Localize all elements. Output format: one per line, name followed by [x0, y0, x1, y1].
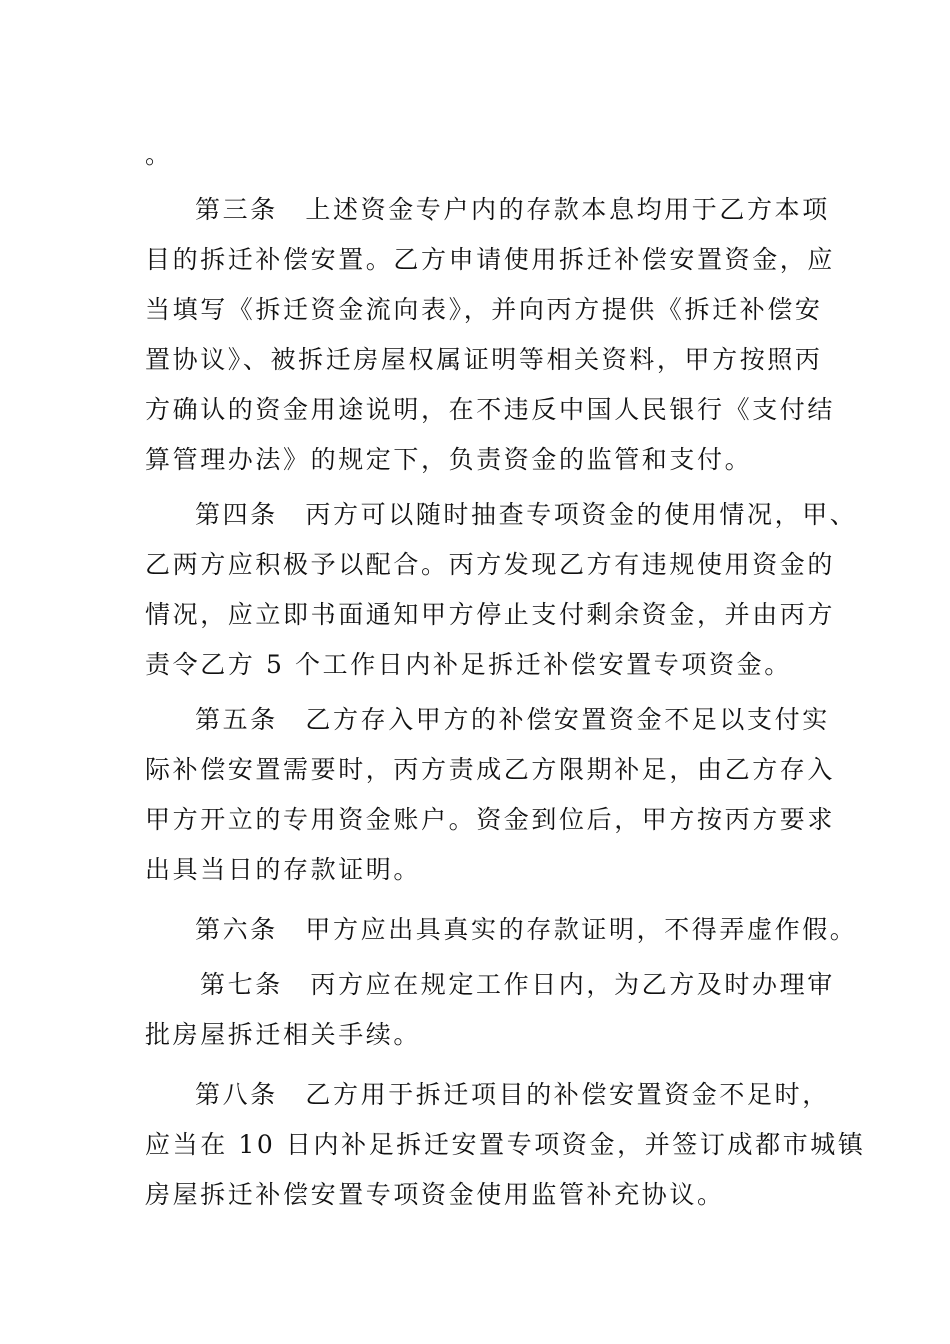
- article-8-line-2: 应当在 10 日内补足拆迁安置专项资金，并签订成都市城镇: [145, 1130, 866, 1159]
- article-8-line-1: 第八条 乙方用于拆迁项目的补偿安置资金不足时，: [195, 1080, 830, 1109]
- article-5-line-3: 甲方开立的专用资金账户。资金到位后，甲方按丙方要求: [145, 805, 836, 834]
- article-4-line-4: 责令乙方 5 个工作日内补足拆迁补偿安置专项资金。: [145, 650, 792, 679]
- article-4-line-3: 情况，应立即书面通知甲方停止支付剩余资金，并由丙方: [145, 600, 836, 629]
- article-4-line-1: 第四条 丙方可以随时抽查专项资金的使用情况，甲、: [195, 500, 858, 529]
- article-7-line-1: 第七条 丙方应在规定工作日内，为乙方及时办理审: [200, 970, 835, 999]
- article-6-line-1: 第六条 甲方应出具真实的存款证明，不得弄虚作假。: [195, 915, 858, 944]
- article-3-line-4: 置协议》、被拆迁房屋权属证明等相关资料，甲方按照丙: [145, 345, 823, 374]
- article-3-line-1: 第三条 上述资金专户内的存款本息均用于乙方本项: [195, 195, 830, 224]
- article-5-line-2: 际补偿安置需要时，丙方责成乙方限期补足，由乙方存入: [145, 755, 836, 784]
- article-3-line-2: 目的拆迁补偿安置。乙方申请使用拆迁补偿安置资金，应: [145, 245, 836, 274]
- article-4-line-2: 乙两方应积极予以配合。丙方发现乙方有违规使用资金的: [145, 550, 836, 579]
- article-5-line-4: 出具当日的存款证明。: [145, 855, 422, 884]
- article-5-line-1: 第五条 乙方存入甲方的补偿安置资金不足以支付实: [195, 705, 830, 734]
- article-7-line-2: 批房屋拆迁相关手续。: [145, 1020, 422, 1049]
- article-3-line-6: 算管理办法》的规定下，负责资金的监管和支付。: [145, 445, 753, 474]
- article-3-line-5: 方确认的资金用途说明，在不违反中国人民银行《支付结: [145, 395, 836, 424]
- article-3-line-3: 当填写《拆迁资金流向表》，并向丙方提供《拆迁补偿安: [145, 295, 823, 324]
- article-8-line-3: 房屋拆迁补偿安置专项资金使用监管补充协议。: [145, 1180, 725, 1209]
- text-line-fragment: 。: [145, 140, 173, 169]
